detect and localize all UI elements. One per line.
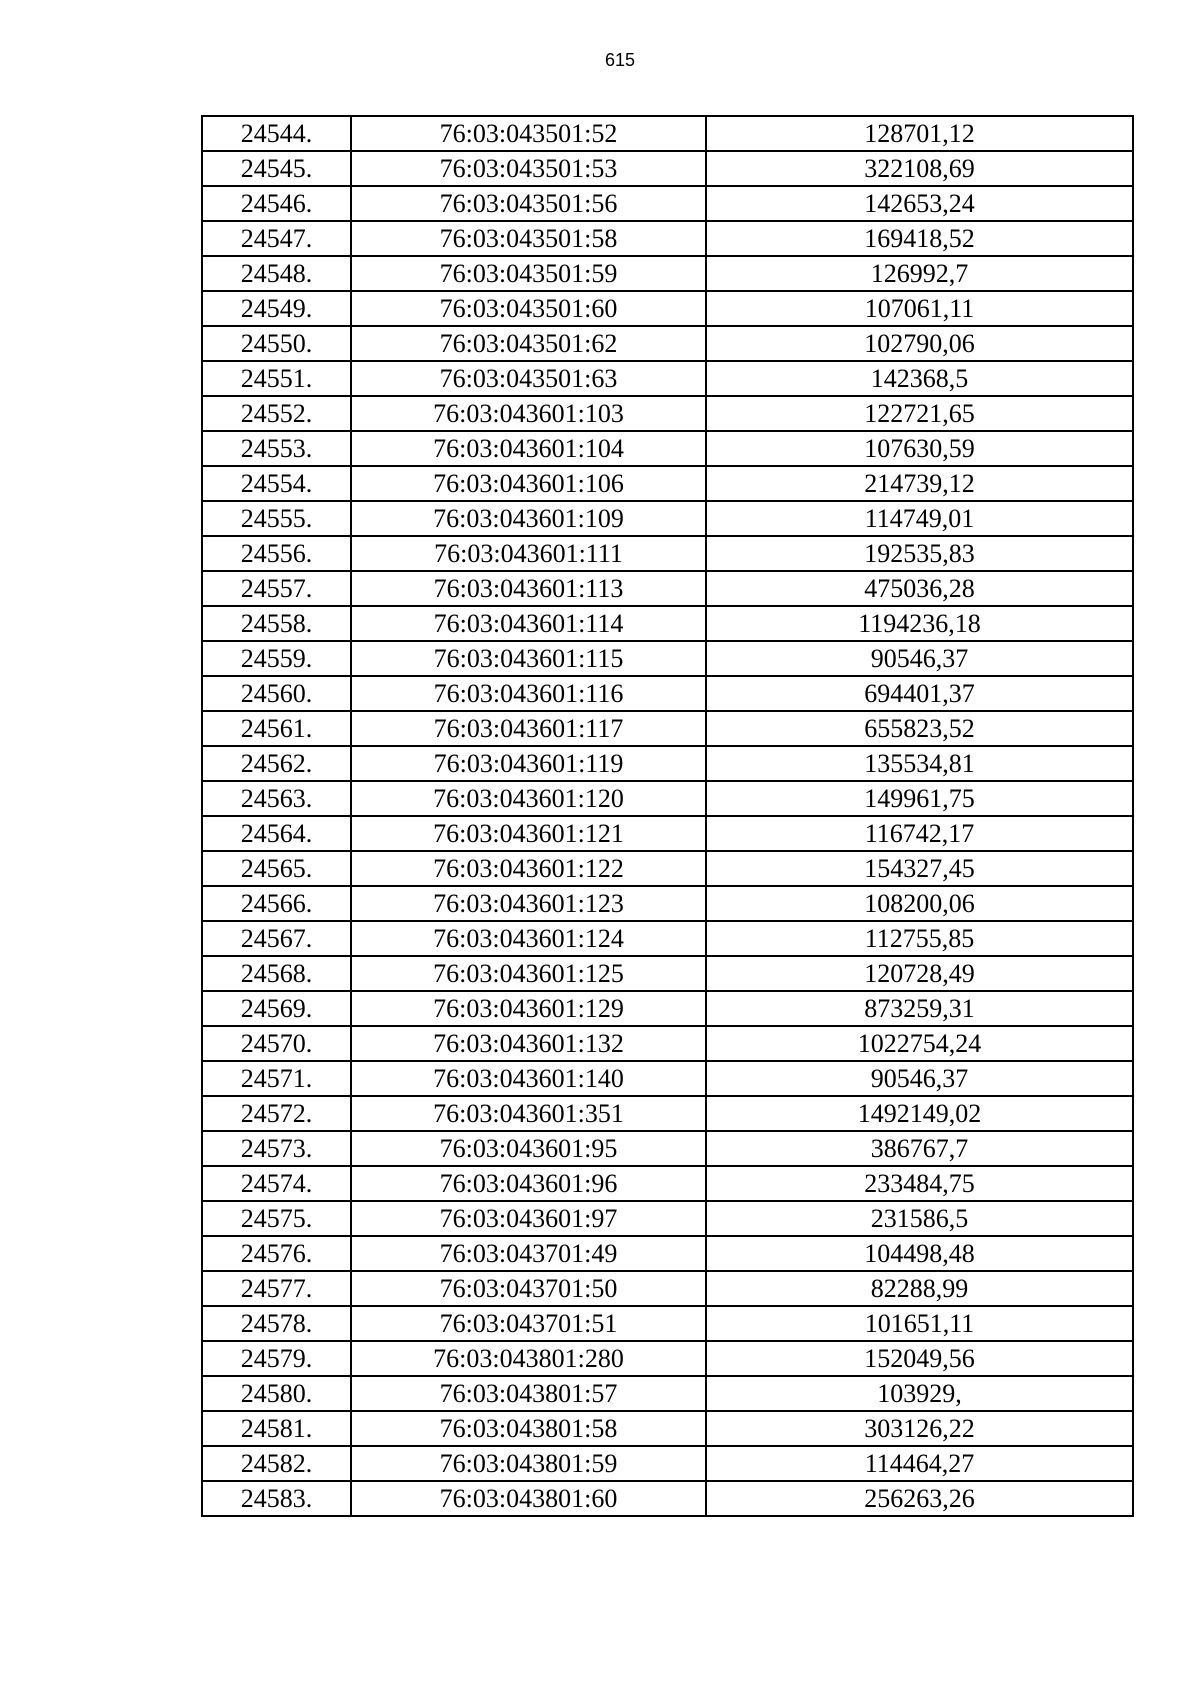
row-number-cell: 24549.	[202, 291, 351, 326]
cadastral-number-cell: 76:03:043801:59	[351, 1446, 706, 1481]
row-number-cell: 24565.	[202, 851, 351, 886]
row-number-cell: 24570.	[202, 1026, 351, 1061]
row-number-cell: 24567.	[202, 921, 351, 956]
cadastral-number-cell: 76:03:043501:52	[351, 116, 706, 151]
table-row	[202, 746, 1133, 781]
cadastral-number-cell: 76:03:043501:56	[351, 186, 706, 221]
cadastral-number-cell: 76:03:043601:95	[351, 1131, 706, 1166]
cadastral-number-cell: 76:03:043601:103	[351, 396, 706, 431]
cadastral-number-cell: 76:03:043501:60	[351, 291, 706, 326]
table-row	[202, 466, 1133, 501]
value-cell: 694401,37	[706, 676, 1133, 711]
cadastral-number-cell: 76:03:043601:351	[351, 1096, 706, 1131]
value-cell: 114749,01	[706, 501, 1133, 536]
table-row	[202, 291, 1133, 326]
value-cell: 142368,5	[706, 361, 1133, 396]
value-cell: 122721,65	[706, 396, 1133, 431]
row-number-cell: 24556.	[202, 536, 351, 571]
table-row	[202, 326, 1133, 361]
value-cell: 135534,81	[706, 746, 1133, 781]
table-row	[202, 361, 1133, 396]
cadastral-number-cell: 76:03:043601:140	[351, 1061, 706, 1096]
row-number-cell: 24575.	[202, 1201, 351, 1236]
row-number-cell: 24550.	[202, 326, 351, 361]
value-cell: 142653,24	[706, 186, 1133, 221]
table-row	[202, 536, 1133, 571]
table-row	[202, 1446, 1133, 1481]
value-cell: 1022754,24	[706, 1026, 1133, 1061]
value-cell: 233484,75	[706, 1166, 1133, 1201]
value-cell: 152049,56	[706, 1341, 1133, 1376]
table-row	[202, 1061, 1133, 1096]
cadastral-number-cell: 76:03:043601:120	[351, 781, 706, 816]
table-row	[202, 571, 1133, 606]
value-cell: 114464,27	[706, 1446, 1133, 1481]
row-number-cell: 24583.	[202, 1481, 351, 1516]
row-number-cell: 24569.	[202, 991, 351, 1026]
row-number-cell: 24579.	[202, 1341, 351, 1376]
row-number-cell: 24557.	[202, 571, 351, 606]
value-cell: 82288,99	[706, 1271, 1133, 1306]
table-row	[202, 676, 1133, 711]
table-row	[202, 1131, 1133, 1166]
table-row	[202, 816, 1133, 851]
table-row	[202, 151, 1133, 186]
row-number-cell: 24555.	[202, 501, 351, 536]
value-cell: 112755,85	[706, 921, 1133, 956]
table-row	[202, 116, 1133, 151]
row-number-cell: 24563.	[202, 781, 351, 816]
value-cell: 192535,83	[706, 536, 1133, 571]
cadastral-number-cell: 76:03:043601:129	[351, 991, 706, 1026]
table-row	[202, 1236, 1133, 1271]
table-row	[202, 1096, 1133, 1131]
value-cell: 128701,12	[706, 116, 1133, 151]
value-cell: 169418,52	[706, 221, 1133, 256]
row-number-cell: 24561.	[202, 711, 351, 746]
table-row	[202, 256, 1133, 291]
value-cell: 1194236,18	[706, 606, 1133, 641]
row-number-cell: 24552.	[202, 396, 351, 431]
row-number-cell: 24582.	[202, 1446, 351, 1481]
cadastral-number-cell: 76:03:043601:96	[351, 1166, 706, 1201]
cadastral-number-cell: 76:03:043601:116	[351, 676, 706, 711]
value-cell: 322108,69	[706, 151, 1133, 186]
row-number-cell: 24562.	[202, 746, 351, 781]
cadastral-number-cell: 76:03:043701:49	[351, 1236, 706, 1271]
table-row	[202, 396, 1133, 431]
table-row	[202, 1376, 1133, 1411]
cadastral-number-cell: 76:03:043801:58	[351, 1411, 706, 1446]
page-number: 615	[604, 50, 636, 70]
table-row	[202, 1166, 1133, 1201]
value-cell: 90546,37	[706, 1061, 1133, 1096]
table-row	[202, 991, 1133, 1026]
cadastral-number-cell: 76:03:043601:115	[351, 641, 706, 676]
table-row	[202, 1306, 1133, 1341]
value-cell: 120728,49	[706, 956, 1133, 991]
cadastral-number-cell: 76:03:043601:106	[351, 466, 706, 501]
cadastral-number-cell: 76:03:043601:121	[351, 816, 706, 851]
row-number-cell: 24566.	[202, 886, 351, 921]
row-number-cell: 24558.	[202, 606, 351, 641]
cadastral-number-cell: 76:03:043701:51	[351, 1306, 706, 1341]
row-number-cell: 24546.	[202, 186, 351, 221]
row-number-cell: 24560.	[202, 676, 351, 711]
row-number-cell: 24568.	[202, 956, 351, 991]
table-row	[202, 606, 1133, 641]
table-row	[202, 1341, 1133, 1376]
row-number-cell: 24573.	[202, 1131, 351, 1166]
cadastral-number-cell: 76:03:043501:53	[351, 151, 706, 186]
row-number-cell: 24578.	[202, 1306, 351, 1341]
value-cell: 107061,11	[706, 291, 1133, 326]
cadastral-number-cell: 76:03:043601:132	[351, 1026, 706, 1061]
row-number-cell: 24572.	[202, 1096, 351, 1131]
row-number-cell: 24554.	[202, 466, 351, 501]
value-cell: 214739,12	[706, 466, 1133, 501]
row-number-cell: 24547.	[202, 221, 351, 256]
row-number-cell: 24545.	[202, 151, 351, 186]
table-row	[202, 1201, 1133, 1236]
cadastral-number-cell: 76:03:043601:124	[351, 921, 706, 956]
value-cell: 104498,48	[706, 1236, 1133, 1271]
cadastral-number-cell: 76:03:043601:125	[351, 956, 706, 991]
row-number-cell: 24576.	[202, 1236, 351, 1271]
table-row	[202, 886, 1133, 921]
value-cell: 154327,45	[706, 851, 1133, 886]
cadastral-number-cell: 76:03:043801:60	[351, 1481, 706, 1516]
table-row	[202, 1411, 1133, 1446]
row-number-cell: 24571.	[202, 1061, 351, 1096]
row-number-cell: 24580.	[202, 1376, 351, 1411]
table-row	[202, 221, 1133, 256]
value-cell: 655823,52	[706, 711, 1133, 746]
cadastral-number-cell: 76:03:043601:114	[351, 606, 706, 641]
table-row	[202, 1271, 1133, 1306]
table-row	[202, 431, 1133, 466]
value-cell: 303126,22	[706, 1411, 1133, 1446]
table-body	[202, 116, 1133, 1516]
cadastral-number-cell: 76:03:043801:57	[351, 1376, 706, 1411]
value-cell: 103929,	[706, 1376, 1133, 1411]
value-cell: 1492149,02	[706, 1096, 1133, 1131]
value-cell: 475036,28	[706, 571, 1133, 606]
row-number-cell: 24574.	[202, 1166, 351, 1201]
row-number-cell: 24553.	[202, 431, 351, 466]
table-row	[202, 501, 1133, 536]
table-row	[202, 956, 1133, 991]
cadastral-number-cell: 76:03:043701:50	[351, 1271, 706, 1306]
cadastral-number-cell: 76:03:043601:104	[351, 431, 706, 466]
value-cell: 231586,5	[706, 1201, 1133, 1236]
value-cell: 102790,06	[706, 326, 1133, 361]
cadastral-number-cell: 76:03:043601:111	[351, 536, 706, 571]
row-number-cell: 24577.	[202, 1271, 351, 1306]
cadastral-number-cell: 76:03:043601:119	[351, 746, 706, 781]
table-row	[202, 1481, 1133, 1516]
cadastral-number-cell: 76:03:043601:109	[351, 501, 706, 536]
table-row	[202, 921, 1133, 956]
row-number-cell: 24581.	[202, 1411, 351, 1446]
table-row	[202, 711, 1133, 746]
cadastral-number-cell: 76:03:043601:97	[351, 1201, 706, 1236]
cadastral-number-cell: 76:03:043801:280	[351, 1341, 706, 1376]
row-number-cell: 24548.	[202, 256, 351, 291]
value-cell: 873259,31	[706, 991, 1133, 1026]
value-cell: 108200,06	[706, 886, 1133, 921]
row-number-cell: 24559.	[202, 641, 351, 676]
value-cell: 126992,7	[706, 256, 1133, 291]
cadastral-number-cell: 76:03:043501:62	[351, 326, 706, 361]
row-number-cell: 24551.	[202, 361, 351, 396]
cadastral-number-cell: 76:03:043501:58	[351, 221, 706, 256]
row-number-cell: 24544.	[202, 116, 351, 151]
value-cell: 386767,7	[706, 1131, 1133, 1166]
value-cell: 101651,11	[706, 1306, 1133, 1341]
cadastral-number-cell: 76:03:043501:63	[351, 361, 706, 396]
table-row	[202, 186, 1133, 221]
table-row	[202, 781, 1133, 816]
cadastral-number-cell: 76:03:043501:59	[351, 256, 706, 291]
value-cell: 256263,26	[706, 1481, 1133, 1516]
cadastral-value-table	[201, 115, 1134, 1517]
table-row	[202, 641, 1133, 676]
table-row	[202, 1026, 1133, 1061]
value-cell: 149961,75	[706, 781, 1133, 816]
cadastral-number-cell: 76:03:043601:117	[351, 711, 706, 746]
row-number-cell: 24564.	[202, 816, 351, 851]
cadastral-number-cell: 76:03:043601:123	[351, 886, 706, 921]
value-cell: 107630,59	[706, 431, 1133, 466]
value-cell: 90546,37	[706, 641, 1133, 676]
cadastral-number-cell: 76:03:043601:113	[351, 571, 706, 606]
cadastral-number-cell: 76:03:043601:122	[351, 851, 706, 886]
table-row	[202, 851, 1133, 886]
value-cell: 116742,17	[706, 816, 1133, 851]
